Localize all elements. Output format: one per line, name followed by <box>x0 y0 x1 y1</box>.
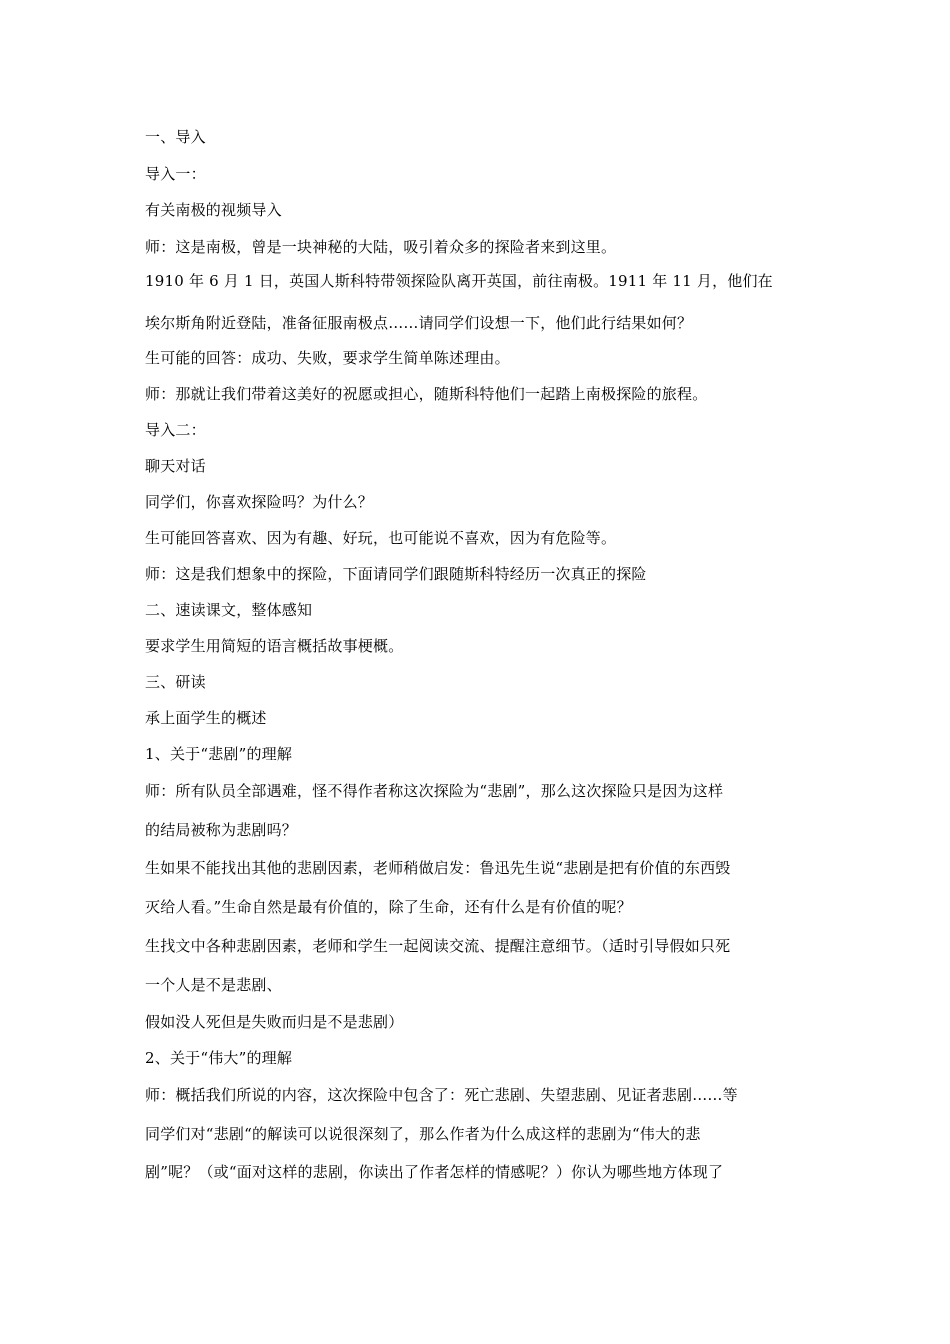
text-line: 师：这是我们想象中的探险，下面请同学们跟随斯科特经历一次真正的探险 <box>145 565 647 583</box>
text-line: 生如果不能找出其他的悲剧因素，老师稍做启发：鲁迅先生说“悲剧是把有价值的东西毁 <box>145 859 731 877</box>
text-line: 生可能的回答：成功、失败，要求学生简单陈述理由。 <box>145 349 510 367</box>
heading-study: 三、研读 <box>145 673 206 691</box>
text-line: 要求学生用简短的语言概括故事梗概。 <box>145 637 404 655</box>
text-line: 师：那就让我们带着这美好的祝愿或担心，随斯科特他们一起踏上南极探险的旅程。 <box>145 385 708 403</box>
subheading-intro-2: 导入二： <box>145 421 206 439</box>
text-line: 师：概括我们所说的内容，这次探险中包含了：死亡悲剧、失望悲剧、见证者悲剧……等 <box>145 1086 738 1104</box>
subheading-intro-1: 导入一： <box>145 165 206 183</box>
text-line: 剧”呢？（或“面对这样的悲剧，你读出了作者怎样的情感呢？）你认为哪些地方体现了 <box>145 1163 724 1181</box>
text-line: 同学们，你喜欢探险吗？为什么？ <box>145 493 374 511</box>
text-line: 同学们对“悲剧“的解读可以说很深刻了，那么作者为什么成这样的悲剧为“伟大的悲 <box>145 1125 701 1143</box>
text-line: 承上面学生的概述 <box>145 709 267 727</box>
text-line: 假如没人死但是失败而归是不是悲剧） <box>145 1013 404 1031</box>
text-line: 师：这是南极，曾是一块神秘的大陆，吸引着众多的探险者来到这里。 <box>145 238 617 256</box>
heading-intro: 一、导入 <box>145 128 206 146</box>
text-line: 师：所有队员全部遇难，怪不得作者称这次探险为“悲剧”，那么这次探险只是因为这样 <box>145 782 724 800</box>
text-line: 埃尔斯角附近登陆，准备征服南极点……请同学们设想一下，他们此行结果如何？ <box>145 314 693 332</box>
subheading-greatness: 2、关于“伟大”的理解 <box>145 1049 293 1067</box>
text-line: 生找文中各种悲剧因素，老师和学生一起阅读交流、提醒注意细节。（适时引导假如只死 <box>145 937 731 955</box>
subheading-tragedy: 1、关于“悲剧”的理解 <box>145 745 293 763</box>
text-line: 生可能回答喜欢、因为有趣、好玩，也可能说不喜欢，因为有危险等。 <box>145 529 617 547</box>
text-line: 1910 年 6 月 1 日，英国人斯科特带领探险队离开英国，前往南极。1911 年 11 月，他们在 <box>145 272 773 290</box>
text-line: 一个人是不是悲剧、 <box>145 976 282 994</box>
text-line: 的结局被称为悲剧吗？ <box>145 821 298 839</box>
heading-speed-reading: 二、速读课文，整体感知 <box>145 601 313 619</box>
text-line: 灭给人看。”生命自然是最有价值的，除了生命，还有什么是有价值的呢？ <box>145 898 632 916</box>
text-line: 聊天对话 <box>145 457 206 475</box>
text-line: 有关南极的视频导入 <box>145 201 282 219</box>
